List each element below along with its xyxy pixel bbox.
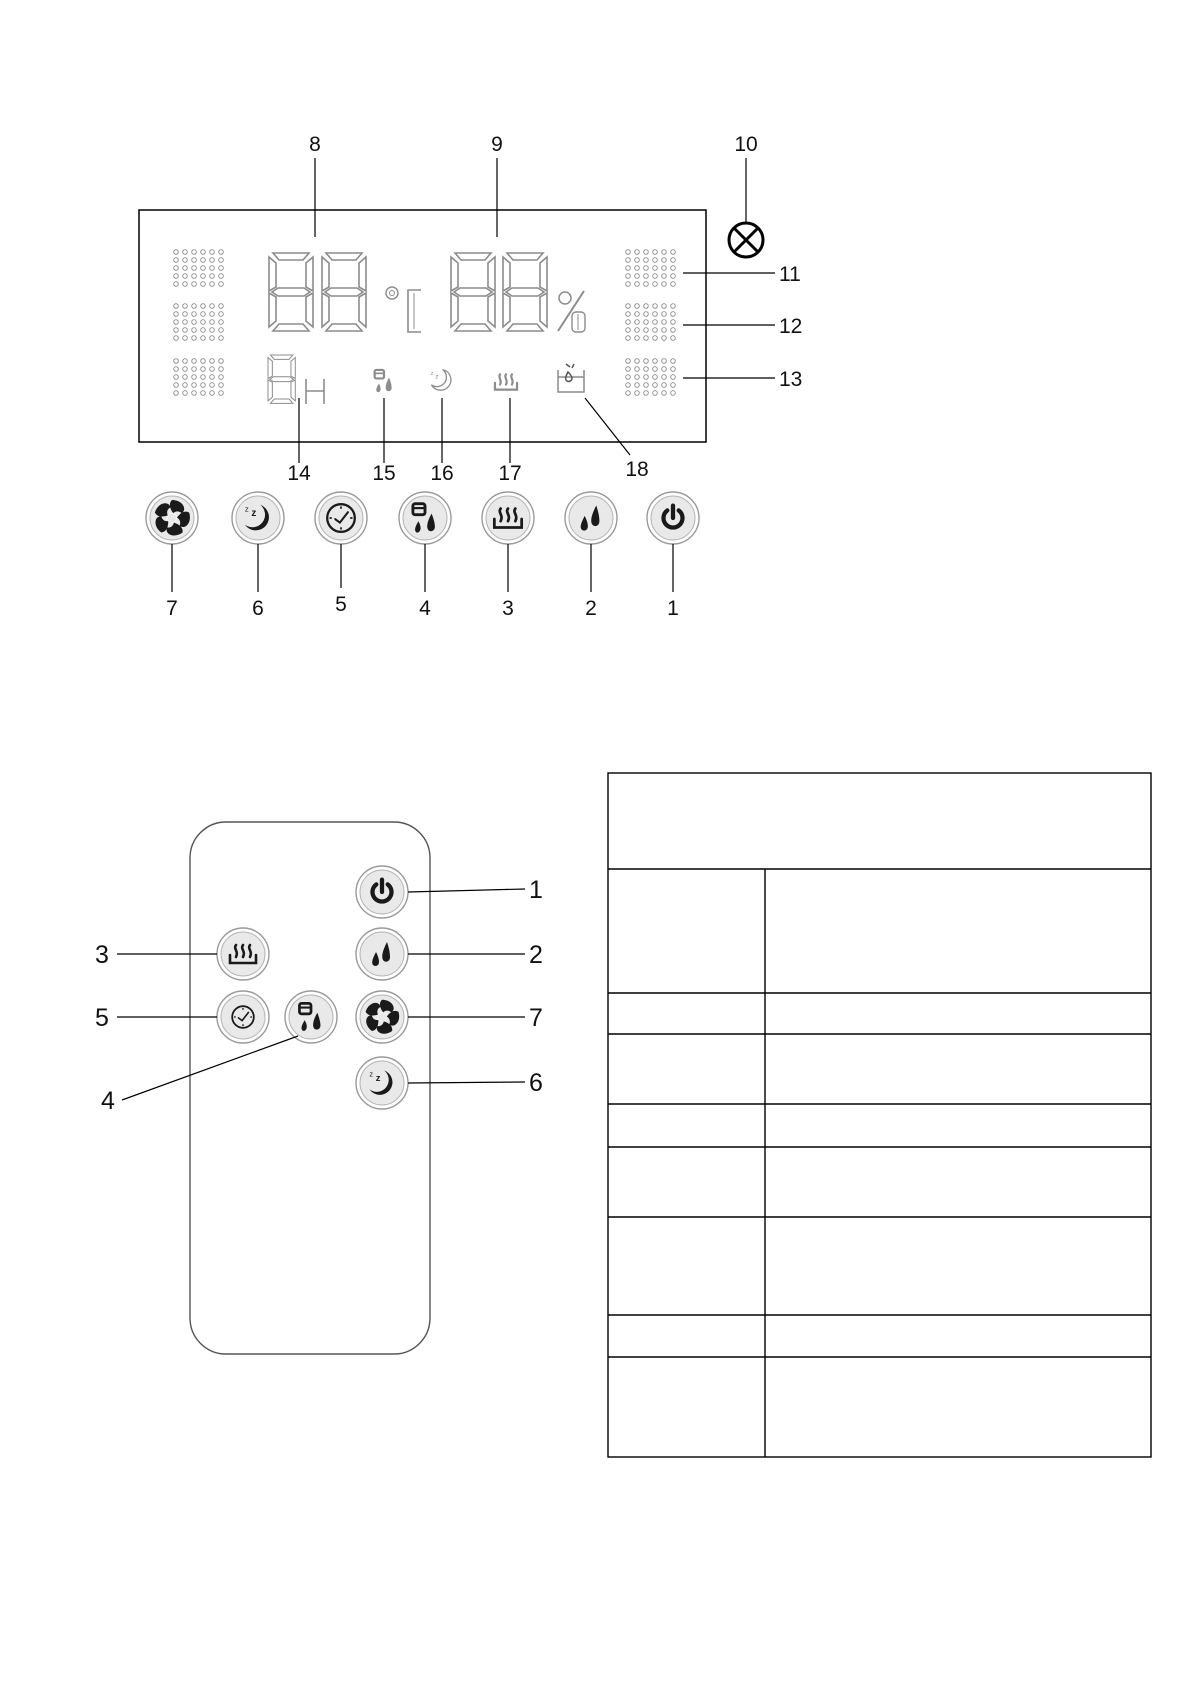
- remote-callout-4: 4: [101, 1087, 115, 1115]
- function-table: [608, 773, 1151, 1457]
- callout-18: 18: [625, 458, 649, 481]
- panel-timer-button[interactable]: [315, 492, 367, 544]
- panel-fan-button[interactable]: [146, 492, 198, 544]
- remote-laundry-button[interactable]: [285, 991, 337, 1043]
- panel-callout-4: 4: [419, 597, 431, 620]
- panel-callouts: [172, 544, 673, 592]
- callout-14: 14: [287, 462, 311, 485]
- panel-callout-7: 7: [166, 597, 178, 620]
- panel-laundry-button[interactable]: [399, 492, 451, 544]
- remote-power-button[interactable]: [356, 866, 408, 918]
- callout-9: 9: [491, 133, 503, 156]
- callout-17: 17: [498, 462, 522, 485]
- callout-13: 13: [779, 368, 803, 391]
- remote-callout-3: 3: [95, 941, 109, 969]
- remote-callout-7: 7: [529, 1004, 543, 1032]
- lcd-display: [139, 210, 763, 442]
- callout-8: 8: [309, 133, 321, 156]
- panel-sleep-button[interactable]: [232, 492, 284, 544]
- remote-sleep-button[interactable]: [356, 1057, 408, 1109]
- panel-callout-1: 1: [667, 597, 679, 620]
- panel-callout-3: 3: [502, 597, 514, 620]
- callout-16: 16: [430, 462, 454, 485]
- panel-power-button[interactable]: [647, 492, 699, 544]
- remote-callout-2: 2: [529, 941, 543, 969]
- callout-11: 11: [779, 263, 801, 286]
- panel-heat-button[interactable]: [482, 492, 534, 544]
- indicator-lamp-icon: [729, 223, 763, 257]
- panel-callout-6: 6: [252, 597, 264, 620]
- panel-callout-5: 5: [335, 593, 347, 616]
- remote-drops-button[interactable]: [356, 928, 408, 980]
- svg-text:z: z: [430, 371, 434, 378]
- panel-callout-2: 2: [585, 597, 597, 620]
- panel-buttons: [146, 492, 699, 544]
- remote-callout-5: 5: [95, 1004, 109, 1032]
- callout-10: 10: [734, 133, 758, 156]
- callout-12: 12: [779, 315, 803, 338]
- remote-heat-button[interactable]: [217, 928, 269, 980]
- svg-text:z: z: [435, 373, 439, 381]
- panel-callout-numbers: [166, 593, 679, 620]
- callout-15: 15: [372, 462, 396, 485]
- remote-fan-button[interactable]: [356, 991, 408, 1043]
- panel-drops-button[interactable]: [565, 492, 617, 544]
- remote-callout-1: 1: [529, 876, 543, 904]
- remote-timer-button[interactable]: [217, 991, 269, 1043]
- remote-control: [190, 822, 430, 1354]
- table-border: [608, 773, 1151, 1457]
- remote-callout-6: 6: [529, 1069, 543, 1097]
